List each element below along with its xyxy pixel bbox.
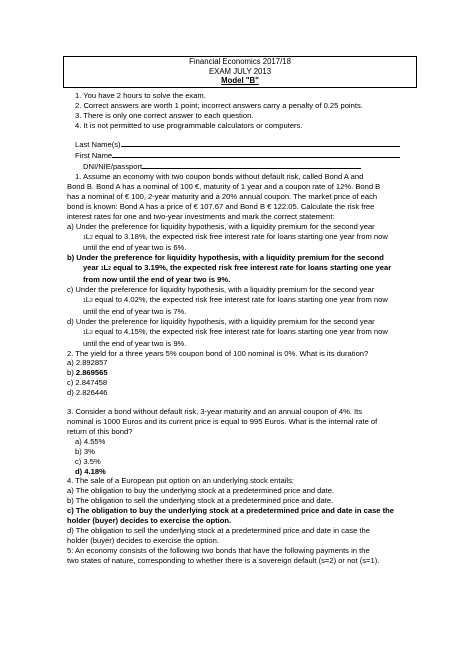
last-name-blank[interactable]: [121, 139, 400, 147]
q2-option-a[interactable]: a) 2.892857: [67, 358, 108, 368]
instruction-item: 4. It is not permitted to use programmable calculators or computers.: [75, 120, 303, 130]
exam-title: EXAM JULY 2013: [208, 66, 272, 76]
instruction-item: 3. There is only one correct answer to each question.: [75, 110, 254, 120]
first-name-blank[interactable]: [112, 150, 400, 158]
model-label: Model "B": [221, 76, 259, 86]
exam-page: [67, 56, 417, 566]
instruction-item: 2. Correct answers are worth 1 point; incorrect answers carry a penalty of 0.25 points.: [75, 100, 363, 110]
last-name-field[interactable]: Last Name(s): [75, 139, 417, 150]
q2-option-d[interactable]: d) 2.826446: [67, 388, 108, 398]
q3-stem-line: 3. Consider a bond without default risk, 3-year maturity and an annual coupon of 4%. Its: [67, 407, 363, 417]
instruction-item: 1. You have 2 hours to solve the exam.: [75, 90, 206, 100]
question-3: [67, 407, 417, 476]
q4-option-c[interactable]: c) The obligation to buy the underlying stock at a predetermined price and date in case the holder (buyer) decides to exercise the option.: [67, 506, 395, 526]
q1-option-d[interactable]: d) Under the preference for liquidity hypothesis, with a liquidity premium for the second year 1L2 equal to 4.15%, the expected risk free interest rate for loans starting one year from now until the end of year two is 9%.: [67, 316, 388, 348]
q3-option-c[interactable]: c) 3.5%: [75, 456, 101, 466]
q1-stem-line: bond is known: Bond A has a price of € 107.67 and Bond B € 122.05. Calculate the risk free: [67, 201, 375, 211]
q3-option-a[interactable]: a) 4.55%: [75, 436, 106, 446]
q5-stem-line: two states of nature, corresponding to whether there is a sovereign default (s=2) or not (s=1).: [67, 555, 380, 565]
question-5: [67, 546, 417, 566]
student-fields: [67, 139, 417, 172]
q1-option-a[interactable]: a) Under the preference for liquidity hypothesis, with a liquidity premium for the second year 1L2 equal to 3.18%, the expected risk free interest rate for loans starting one year from now until the end of year two is 6%.: [67, 221, 388, 253]
q1-stem-line: has a nominal of € 100, 2-year maturity and a 20% annual coupon. The market price of each: [67, 191, 378, 201]
dni-field[interactable]: DNI/NIE/passport: [75, 161, 417, 172]
question-4: [67, 476, 417, 545]
q5-stem-line: 5: An economy consists of the following two bonds that have the following payments in the: [67, 545, 370, 555]
q1-option-b[interactable]: b) Under the preference for liquidity hypothesis, with a liquidity premium for the second year 1L2 equal to 3.19%, the expected risk free interest rate for loans starting one year from now until the end of year two is 9%.: [67, 253, 392, 285]
q3-stem-line: return of this bond?: [67, 426, 133, 436]
q1-stem-line: Bond B. Bond A has a nominal of 100 €, maturity of 1 year and a coupon rate of 12%. Bond B: [67, 182, 381, 192]
q1-stem-line: 1. Assume an economy with two coupon bonds without default risk, called Bond A and: [75, 172, 364, 182]
dni-blank[interactable]: [142, 161, 361, 169]
q4-option-b[interactable]: b) The obligation to sell the underlying stock at a predetermined price and date.: [67, 496, 334, 506]
q4-stem: 4. The sale of a European put option on an underlying stock entails:: [67, 476, 294, 486]
q4-option-d[interactable]: d) The obligation to sell the underlying stock at a predetermined price and date in case the holder (buyer) decides to exercise the option.: [67, 525, 370, 545]
q3-option-d[interactable]: d) 4.18%: [75, 466, 106, 476]
instructions-list: [67, 91, 417, 131]
exam-header-box: [63, 56, 417, 88]
course-title: Financial Economics 2017/18: [189, 57, 291, 66]
q1-option-c[interactable]: c) Under the preference for liquidity hypothesis, with a liquidity premium for the second year 1L2 equal to 4.02%, the expected risk free interest rate for loans starting one year from now until the end of year two is 7%.: [67, 285, 388, 316]
q2-option-b[interactable]: b) 2.869565: [67, 368, 108, 378]
q2-option-c[interactable]: c) 2.847458: [67, 378, 108, 388]
q1-stem-line: interest rates for one and two-year investments and mark the correct statement:: [67, 211, 335, 221]
q3-option-b[interactable]: b) 3%: [75, 446, 95, 456]
q3-stem-line: nominal is 1000 Euros and its current price is equal to 995 Euros. What is the internal rate of: [67, 416, 378, 426]
question-2: [67, 349, 417, 399]
q4-option-a[interactable]: a) The obligation to buy the underlying stock at a predetermined price and date.: [67, 486, 335, 496]
q2-stem: 2. The yield for a three years 5% coupon bond of 100 nominal is 0%. What is its duration?: [67, 348, 369, 358]
question-1: [67, 172, 417, 348]
first-name-field[interactable]: First Name: [75, 150, 417, 161]
